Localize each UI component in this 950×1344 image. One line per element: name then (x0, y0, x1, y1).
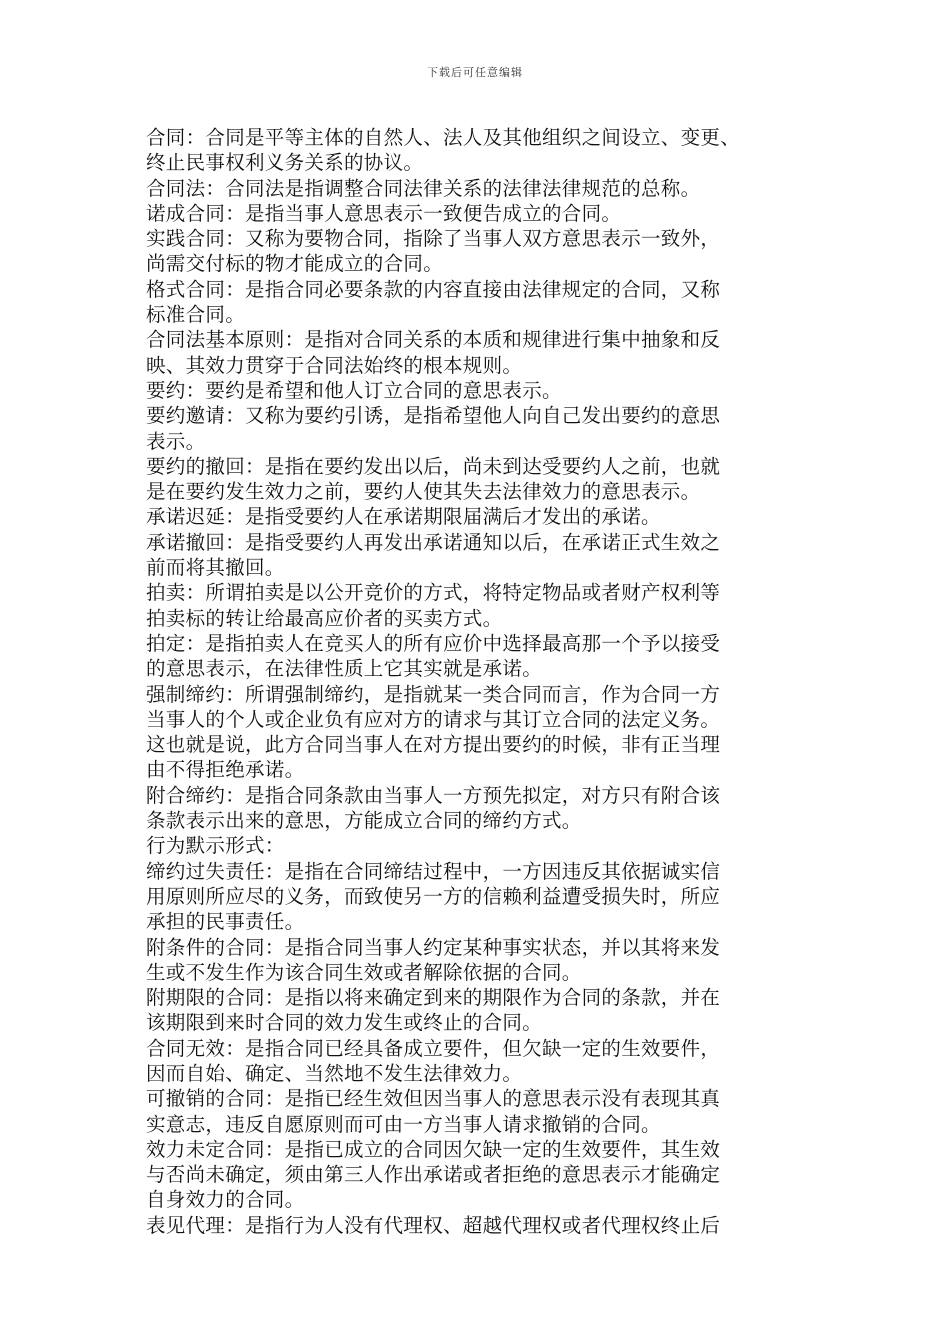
text-line: 强制缔约：所谓强制缔约，是指就某一类合同而言，作为合同一方 (146, 682, 721, 706)
text-line: 效力未定合同：是指已成立的合同因欠缺一定的生效要件，其生效 (146, 1137, 721, 1161)
text-line: 合同：合同是平等主体的自然人、法人及其他组织之间设立、变更、 (146, 126, 741, 149)
text-line: 这也就是说，此方合同当事人在对方提出要约的时候，非有正当理 (146, 733, 721, 757)
definition-entry (146, 833, 810, 858)
text-line: 表见代理：是指行为人没有代理权、超越代理权或者代理权终止后 (146, 1213, 721, 1237)
text-line: 前而将其撤回。 (146, 556, 285, 580)
text-line: 要约：要约是希望和他人订立合同的意思表示。 (146, 378, 562, 402)
text-line: 用原则所应尽的义务，而致使另一方的信赖利益遭受损失时，所应 (146, 884, 721, 908)
definition-entry (146, 201, 810, 226)
text-line: 终止民事权利义务关系的协议。 (146, 151, 424, 175)
text-line: 承诺撤回：是指受要约人再发出承诺通知以后，在承诺正式生效之 (146, 530, 721, 554)
text-line: 承担的民事责任。 (146, 910, 305, 934)
definition-entry (146, 1036, 810, 1087)
text-line: 要约的撤回：是指在要约发出以后，尚未到达受要约人之前，也就 (146, 454, 721, 478)
text-line: 尚需交付标的物才能成立的合同。 (146, 252, 444, 276)
definition-entry (146, 277, 810, 328)
definition-entry (146, 859, 810, 935)
definition-entry (146, 530, 810, 581)
text-line: 自身效力的合同。 (146, 1188, 305, 1212)
text-line: 拍定：是指拍卖人在竞买人的所有应价中选择最高那一个予以接受 (146, 631, 721, 655)
definition-entry (146, 783, 810, 834)
text-line: 实践合同：又称为要物合同，指除了当事人双方意思表示一致外， (146, 227, 721, 251)
definition-entry (146, 327, 810, 378)
definition-entry (146, 226, 810, 277)
text-line: 是在要约发生效力之前，要约人使其失去法律效力的意思表示。 (146, 480, 701, 504)
text-line: 行为默示形式： (146, 834, 285, 858)
definition-entry (146, 176, 810, 201)
text-line: 由不得拒绝承诺。 (146, 758, 305, 782)
definition-entry (146, 504, 810, 529)
definition-entry (146, 580, 810, 631)
text-line: 可撤销的合同：是指已经生效但因当事人的意思表示没有表现其真 (146, 1087, 721, 1111)
page-header-note: 下载后可任意编辑 (427, 66, 523, 79)
definition-entry (146, 682, 810, 783)
text-line: 拍卖标的转让给最高应价者的买卖方式。 (146, 606, 503, 630)
text-line: 映、其效力贯穿于合同法始终的根本规则。 (146, 353, 523, 377)
text-line: 附合缔约：是指合同条款由当事人一方预先拟定，对方只有附合该 (146, 783, 721, 807)
document-body (146, 125, 810, 1238)
text-line: 诺成合同：是指当事人意思表示一致便告成立的合同。 (146, 201, 622, 225)
definition-entry (146, 985, 810, 1036)
text-line: 因而自始、确定、当然地不发生法律效力。 (146, 1061, 523, 1085)
text-line: 附期限的合同：是指以将来确定到来的期限作为合同的条款，并在 (146, 986, 721, 1010)
text-line: 格式合同：是指合同必要条款的内容直接由法律规定的合同，又称 (146, 277, 721, 301)
definition-entry (146, 125, 810, 176)
text-line: 缔约过失责任：是指在合同缔结过程中，一方因违反其依据诚实信 (146, 859, 721, 883)
definition-entry (146, 1213, 810, 1238)
text-line: 标准合同。 (146, 303, 246, 327)
text-line: 表示。 (146, 429, 206, 453)
definition-entry (146, 1086, 810, 1137)
text-line: 当事人的个人或企业负有应对方的请求与其订立合同的法定义务。 (146, 707, 721, 731)
definition-entry (146, 378, 810, 403)
text-line: 合同无效：是指合同已经具备成立要件，但欠缺一定的生效要件， (146, 1036, 721, 1060)
text-line: 附条件的合同：是指合同当事人约定某种事实状态，并以其将来发 (146, 935, 721, 959)
text-line: 的意思表示，在法律性质上它其实就是承诺。 (146, 657, 543, 681)
definition-entry (146, 631, 810, 682)
text-line: 合同法基本原则：是指对合同关系的本质和规律进行集中抽象和反 (146, 328, 721, 352)
text-line: 该期限到来时合同的效力发生或终止的合同。 (146, 1011, 543, 1035)
text-line: 实意志，违反自愿原则而可由一方当事人请求撤销的合同。 (146, 1112, 661, 1136)
text-line: 与否尚未确定，须由第三人作出承诺或者拒绝的意思表示才能确定 (146, 1163, 721, 1187)
definition-entry (146, 1137, 810, 1213)
text-line: 合同法：合同法是指调整合同法律关系的法律法律规范的总称。 (146, 176, 701, 200)
text-line: 承诺迟延：是指受要约人在承诺期限届满后才发出的承诺。 (146, 505, 661, 529)
text-line: 条款表示出来的意思，方能成立合同的缔约方式。 (146, 809, 582, 833)
definition-entry (146, 935, 810, 986)
text-line: 拍卖：所谓拍卖是以公开竞价的方式，将特定物品或者财产权利等 (146, 581, 721, 605)
definition-entry (146, 454, 810, 505)
text-line: 要约邀请：又称为要约引诱，是指希望他人向自己发出要约的意思 (146, 404, 721, 428)
definition-entry (146, 403, 810, 454)
text-line: 生或不发生作为该合同生效或者解除依据的合同。 (146, 960, 582, 984)
